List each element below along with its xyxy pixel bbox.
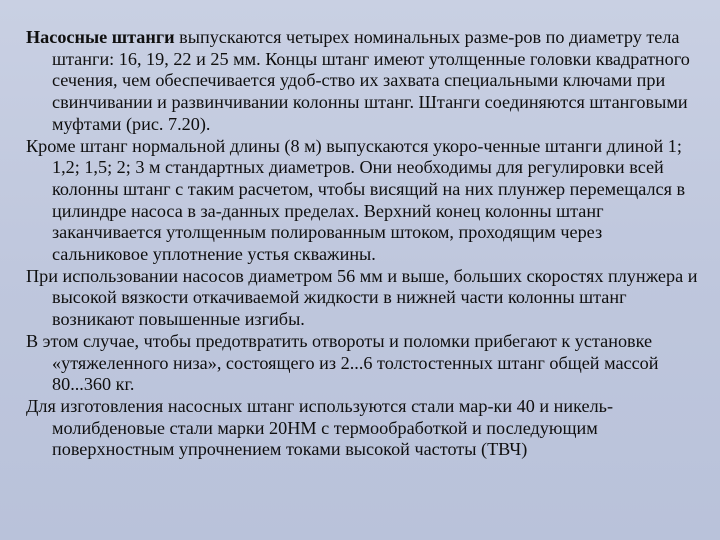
paragraph-3: [26, 266, 698, 396]
paragraph-4: [26, 396, 698, 461]
paragraph-4-text: Для изготовления насосных штанг используются стали мар-ки 40 и никель-молибденовые стали марки 20НМ с термообработкой и последующим поверхностным упрочнением токами высокой частоты (ТВЧ): [26, 395, 614, 460]
paragraph-2: [26, 136, 698, 266]
paragraph-2-text: Кроме штанг нормальной длины (8 м) выпускаются укоро-ченные штанги длиной 1; 1,2; 1,5; 2; 3 м стандартных диаметров. Они необходимы для регулировки всей колонны штанг с таким расчетом, чтобы висящий на них плунжер перемещался в цилиндре насоса в за-данных пределах. Верхний конец колонны штанг заканчивается утолщенным полированным штоком, проходящим через сальниковое уплотнение устья скважины.: [26, 135, 686, 265]
paragraph-1: [26, 27, 698, 136]
paragraph-1-lead: Насосные штанги: [26, 27, 175, 47]
paragraph-3-continued: В этом случае, чтобы предотвратить отвороты и поломки прибегают к установке «утяжеленного низа», состоящего из 2...6 толстостенных штанг общей массой 80...360 кг.: [26, 330, 659, 395]
text-body: [26, 27, 698, 461]
paragraph-1-text: выпускаются четырех номинальных разме-ров по диаметру тела штанги: 16, 19, 22 и 25 мм. Концы штанг имеют утолщенные головки квадратного сечения, чем обеспечивается удоб-ство их захвата специальными ключами при свинчивании и развинчивании колонны штанг. Штанги соединяются штанговыми муфтами (рис. 7.20).: [52, 27, 690, 134]
paragraph-3-text: При использовании насосов диаметром 56 мм и выше, больших скоростях плунжера и высокой вязкости откачиваемой жидкости в нижней части колонны штанг возникают повышенные изгибы.: [26, 265, 698, 330]
